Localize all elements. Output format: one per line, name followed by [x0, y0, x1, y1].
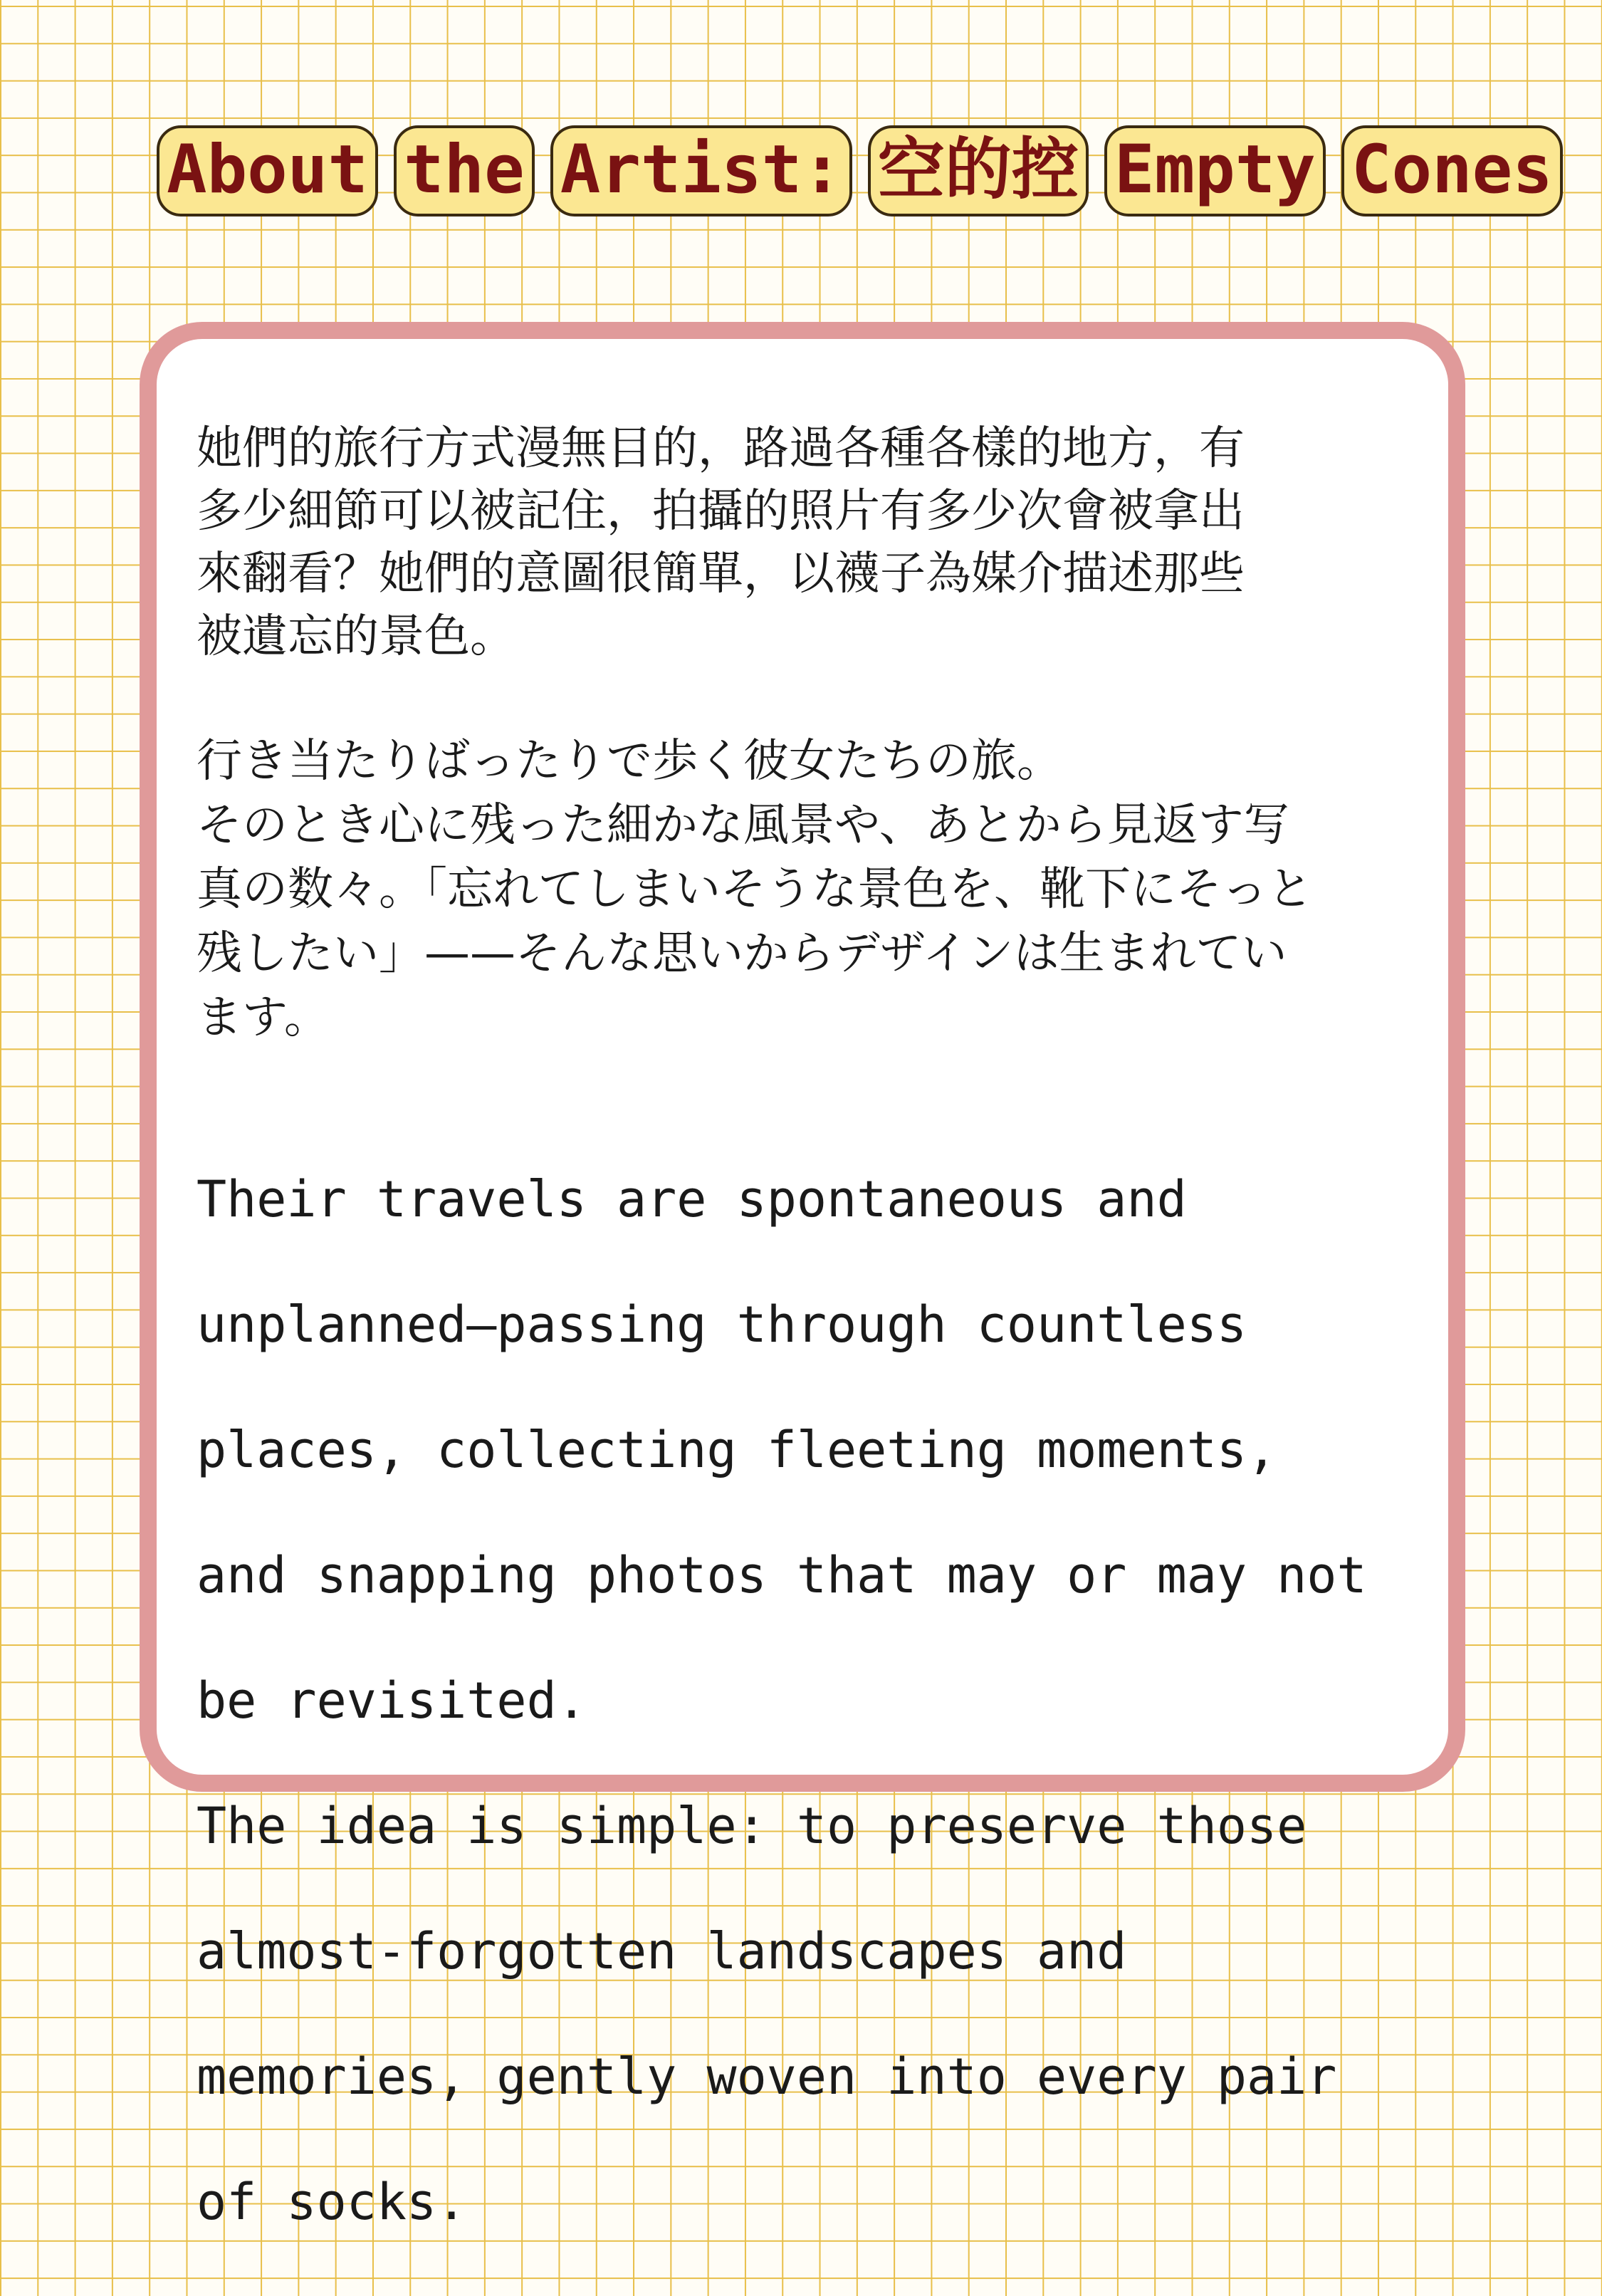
title-word: About — [157, 125, 378, 216]
bio-line: be revisited. — [197, 1671, 587, 1730]
bio-line: and snapping photos that may or may not — [197, 1546, 1367, 1604]
bio-line: 被遺忘的景色。 — [197, 610, 515, 663]
bio-line: almost-forgotten landscapes and — [197, 1922, 1127, 1981]
bio-line: ます。 — [197, 991, 330, 1044]
bio-line: places, collecting fleeting moments, — [197, 1421, 1277, 1479]
bio-paragraph-english — [197, 1105, 1414, 2296]
bio-line: unplanned—passing through countless — [197, 1295, 1247, 1354]
bio-line: 行き当たりばったりで歩く彼女たちの旅。 — [197, 735, 1062, 788]
title-word: Empty — [1104, 125, 1326, 216]
bio-line: 多少細節可以被記住，拍攝的照片有多少次會被拿出 — [197, 485, 1245, 538]
title-word: 空的控 — [868, 125, 1089, 216]
bio-line: そのとき心に残った細かな風景や、あとから見返す写 — [197, 799, 1289, 852]
title-word: Artist: — [550, 125, 852, 216]
bio-paragraph-japanese — [197, 729, 1414, 1050]
bio-line: 來翻看？她們的意圖很簡單，以襪子為媒介描述那些 — [197, 548, 1245, 600]
bio-line: Their travels are spontaneous and — [197, 1170, 1187, 1228]
bio-line: of socks. — [197, 2173, 467, 2231]
bio-paragraph-chinese — [197, 417, 1414, 668]
page-title — [157, 121, 1553, 221]
bio-line: 真の数々。「忘れてしまいそうな景色を、靴下にそっと — [197, 863, 1313, 916]
bio-line: 残したい」——そんな思いからデザインは生まれてい — [197, 927, 1287, 980]
title-word: Cones — [1341, 125, 1563, 216]
bio-line: 她們的旅行方式漫無目的，路過各種各樣的地方，有 — [197, 422, 1245, 475]
bio-line: memories, gently woven into every pair — [197, 2047, 1337, 2106]
title-word: the — [394, 125, 535, 216]
bio-line: The idea is simple: to preserve those — [197, 1797, 1307, 1855]
